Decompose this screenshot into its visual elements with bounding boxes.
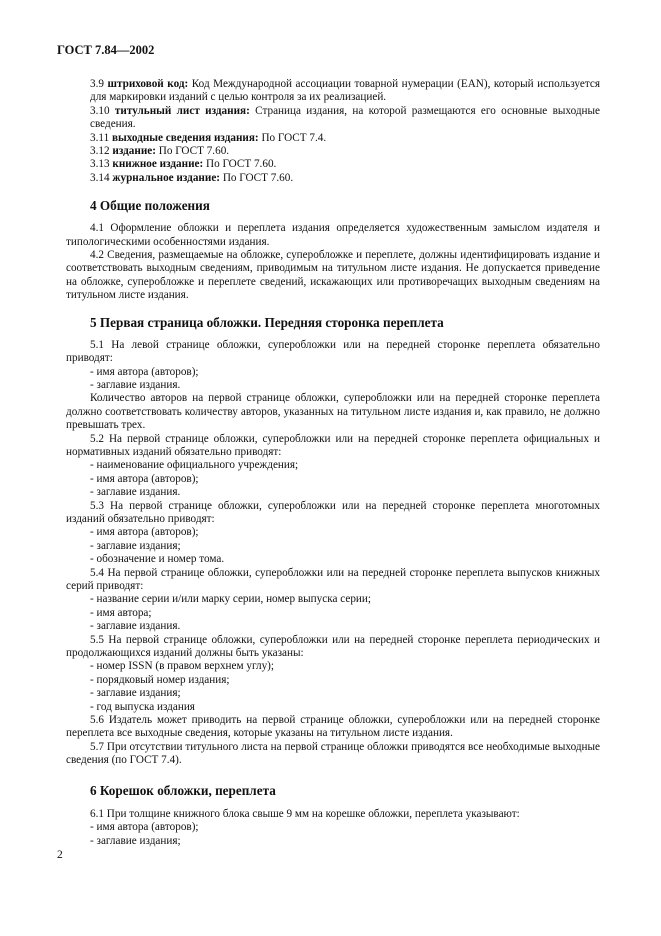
list-item: - заглавие издания; [90, 834, 181, 847]
definition-number: 3.9 [90, 78, 104, 90]
definition-term: титульный лист издания: [114, 104, 250, 117]
list-item: - имя автора (авторов); [90, 365, 199, 378]
list-item: - заглавие издания; [90, 539, 181, 552]
definition-number: 3.11 [90, 131, 110, 144]
definition-number: 3.10 [90, 104, 110, 117]
paragraph-5-5: 5.5 На первой странице обложки, суперобложки или на передней сторонке переплета периодических и продолжающихся изданий должны быть указаны: [66, 633, 600, 660]
list-item: - заглавие издания. [90, 486, 181, 499]
definition-number: 3.14 [90, 171, 110, 184]
definition-item [66, 145, 600, 158]
definition-item [66, 158, 600, 171]
definitions-list [66, 78, 600, 185]
definition-text: По ГОСТ 7.60. [220, 171, 294, 184]
definition-item [66, 78, 600, 105]
list-item: - номер ISSN (в правом верхнем углу); [90, 660, 275, 673]
definition-term: выходные сведения издания: [111, 131, 259, 144]
definition-term: книжное издание: [112, 158, 204, 171]
paragraph-5-4: 5.4 На первой странице обложки, суперобложки или на передней сторонке переплета выпусков книжных серий приводят: [66, 566, 600, 592]
definition-text: По ГОСТ 7.4. [258, 131, 327, 144]
paragraph-5-1: 5.1 На левой странице обложки, суперобложки или на передней сторонке переплета обязательно приводят: [66, 338, 600, 365]
definition-term: штриховой код: [107, 78, 189, 90]
definition-item [66, 172, 600, 185]
paragraph-5-7: 5.7 При отсутствии титульного листа на первой странице обложки приводятся все необходимые выходные сведения (по ГОСТ 7.4). [66, 740, 600, 767]
document-header: ГОСТ 7.84—2002 [57, 43, 155, 57]
page-content [66, 78, 600, 848]
paragraph-4-2: 4.2 Сведения, размещаемые на обложке, суперобложке и переплете, должны идентифицировать издание и соответствовать выходным сведениям, приводимым на титульном листе издания. Не допускается приведение на обложке, суперобложке и переплете сведений, искажающих или противоречащих выходным сведениям на титульном листе издания. [66, 249, 600, 302]
section-5-heading: 5 Первая страница обложки. Передняя сторонка переплета [90, 314, 444, 330]
paragraph-5-3: 5.3 На первой странице обложки, суперобложки или на передней сторонке переплета многотомных изданий обязательно приводят: [66, 499, 600, 525]
list-item: - год выпуска издания [90, 700, 195, 713]
list-item: - имя автора (авторов); [90, 821, 199, 834]
definition-term: журнальное издание: [112, 171, 221, 184]
paragraph-6-1: 6.1 При толщине книжного блока свыше 9 мм на корешке обложки, переплета указывают: [90, 807, 520, 820]
list-item: - имя автора (авторов); [90, 526, 199, 539]
definition-item [66, 132, 600, 145]
definition-item [66, 105, 600, 132]
paragraph-4-1: 4.1 Оформление обложки и переплета издания определяется художественным замыслом издателя и типологическими особенностями издания. [66, 222, 600, 248]
paragraph-5-2: 5.2 На первой странице обложки, суперобложки или на передней сторонке переплета официальных и нормативных изданий обязательно приводят: [66, 432, 600, 458]
list-item: - имя автора (авторов); [90, 472, 199, 485]
page-number: 2 [57, 849, 63, 861]
paragraph-5-6: 5.6 Издатель может приводить на первой странице обложки, суперобложки или на передней сторонке переплета все выходные сведения, которые указаны на титульном листе издания. [66, 714, 600, 740]
list-item: - имя автора; [90, 606, 152, 619]
list-item: - заглавие издания. [90, 378, 181, 391]
definition-text: Страница издания, на которой размещаются его основные выходные сведения. [90, 104, 600, 131]
definition-text: Код Международной ассоциации товарной нумерации (EAN), который используется для маркировки изданий с целью контроля за их реализацией. [90, 78, 600, 104]
section-4-heading: 4 Общие положения [90, 198, 210, 214]
paragraph-5-1-note: Количество авторов на первой странице обложки, суперобложки или на передней сторонке переплета должно соответствовать количеству авторов, указанных на титульном листе издания и, как правило, не должно превышать трех. [66, 392, 600, 432]
list-item: - обозначение и номер тома. [90, 553, 225, 566]
section-6-heading: 6 Корешок обложки, переплета [90, 782, 276, 798]
list-item: - заглавие издания. [90, 620, 181, 633]
definition-number: 3.12 [90, 145, 110, 158]
definition-term: издание: [112, 145, 156, 158]
definition-text: По ГОСТ 7.60. [155, 145, 230, 158]
list-item: - название серии и/или марку серии, номер выпуска серии; [90, 593, 371, 606]
list-item: - порядковый номер издания; [90, 673, 230, 686]
definition-text: По ГОСТ 7.60. [203, 158, 277, 171]
list-item: - наименование официального учреждения; [90, 459, 299, 472]
definition-number: 3.13 [90, 158, 110, 171]
list-item: - заглавие издания; [90, 687, 181, 700]
